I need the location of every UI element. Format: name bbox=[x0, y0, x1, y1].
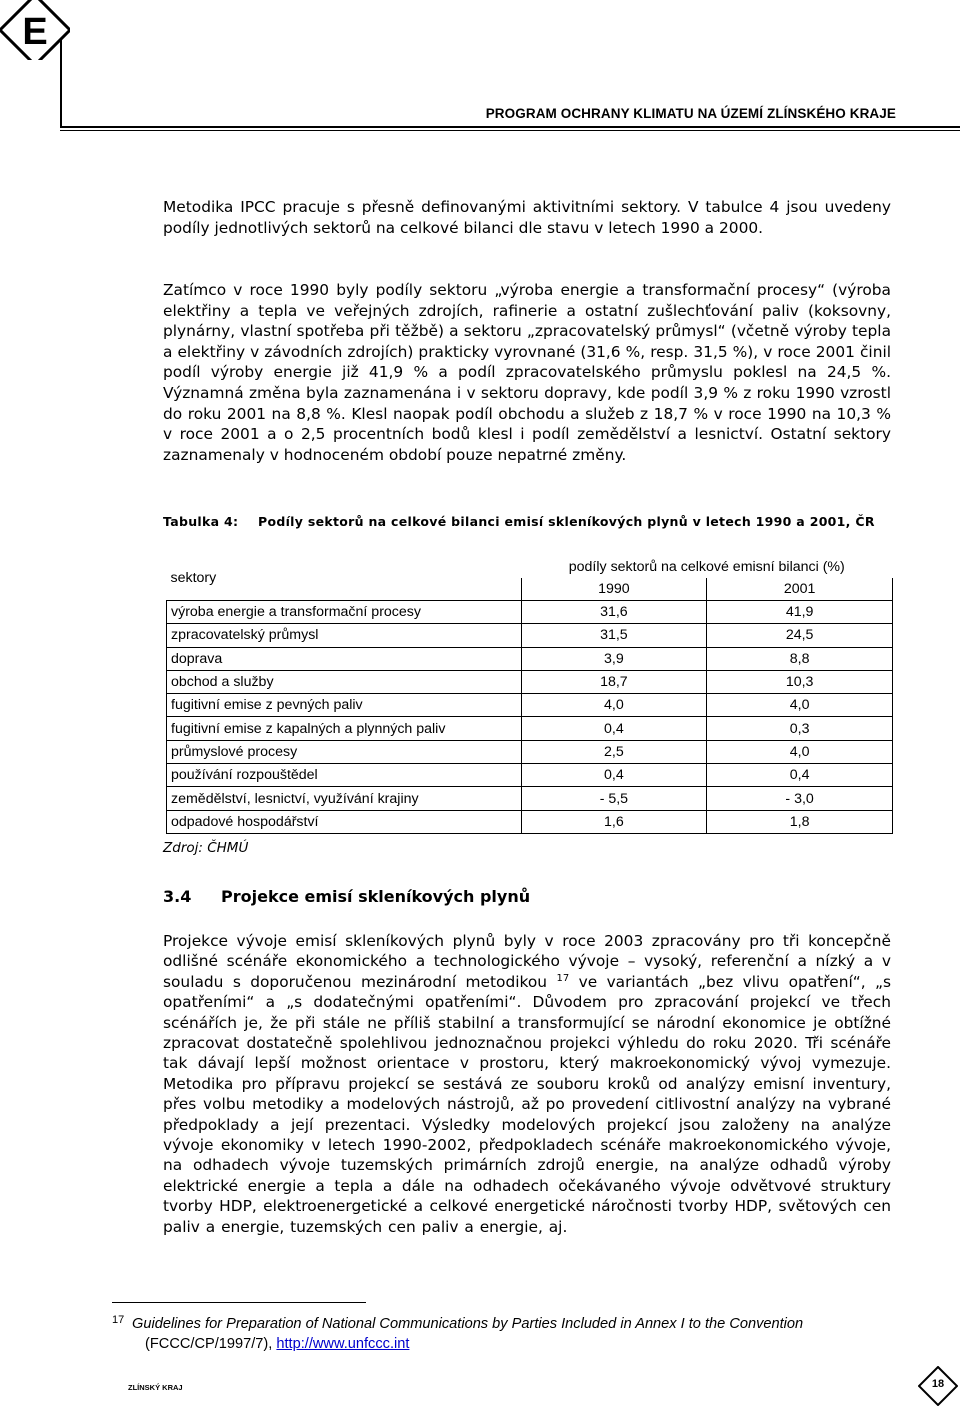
table-cell-1990: 2,5 bbox=[521, 740, 707, 763]
table-cell-1990: 31,6 bbox=[521, 601, 707, 624]
header-rule-thin bbox=[60, 130, 960, 131]
table-row bbox=[167, 787, 893, 810]
table-cell-2001: 8,8 bbox=[707, 647, 893, 670]
paragraph-intro: Metodika IPCC pracuje s přesně definovanými aktivitními sektory. V tabulce 4 jsou uvedeny podíly jednotlivých sektorů na celkové bilanci dle stavu v letech 1990 a 2000. bbox=[163, 198, 891, 237]
table-cell-sector: odpadové hospodářství bbox=[167, 810, 522, 833]
section-number: 3.4 bbox=[163, 887, 192, 906]
table-cell-1990: 1,6 bbox=[521, 810, 707, 833]
table-cell-sector: obchod a služby bbox=[167, 670, 522, 693]
footer-region: ZLÍNSKÝ KRAJ bbox=[128, 1383, 183, 1392]
table-cell-2001: 4,0 bbox=[707, 740, 893, 763]
table-row bbox=[167, 740, 893, 763]
table-header-group: podíly sektorů na celkové emisní bilanci (%) bbox=[568, 559, 845, 575]
table-row bbox=[167, 624, 893, 647]
footnote-line-1: Guidelines for Preparation of National Communications by Parties Included in Annex I to the Convention bbox=[132, 1316, 804, 1332]
footnote-line-2 bbox=[145, 1334, 409, 1354]
table-cell-1990: 0,4 bbox=[521, 717, 707, 740]
table-cell-1990: 3,9 bbox=[521, 647, 707, 670]
table-cell-sector: zpracovatelský průmysl bbox=[167, 624, 522, 647]
table-cell-sector: fugitivní emise z kapalných a plynných paliv bbox=[167, 717, 522, 740]
table-header-row bbox=[167, 556, 893, 578]
table-header-year-2001: 2001 bbox=[707, 578, 893, 601]
paragraph-sector-shares: Zatímco v roce 1990 byly podíly sektoru „výroba energie a transformační procesy“ (výroba elektřiny a tepla ve veřejných zdrojích, rafinerie a ostatní zušlechťování paliv (koksovny, plynárny, vlastní spotřeba při těžbě) a sektoru „zpracovatelský průmysl“ (včetně výroby tepla a elektřiny v závodních zdrojích) prakticky vyrovnané (31,6 %, resp. 31,5 %), v roce 2001 činil podíl výroby energie již 41,9 % a podíl zpracovatelského průmyslu poklesl na 24,5 %. Významná změna byla zaznamenána i v sektoru dopravy, kde podíl 3,9 % z roku 1990 vzrostl do roku 2001 na 8,8 %. Klesl naopak podíl obchodu a služeb z 18,7 % v roce 1990 na 10,3 % v roce 2001 a o 2,5 procentních bodů klesl i podíl zemědělství a lesnictví. Ostatní sektory zaznamenaly v hodnoceném období pouze nepatrné změny. bbox=[163, 281, 891, 464]
table-cell-sector: používání rozpouštědel bbox=[167, 764, 522, 787]
table-cell-2001: 41,9 bbox=[707, 601, 893, 624]
table-cell-2001: 1,8 bbox=[707, 810, 893, 833]
table-cell-1990: 31,5 bbox=[521, 624, 707, 647]
table-cell-1990: 0,4 bbox=[521, 764, 707, 787]
table-caption-label: Tabulka 4: bbox=[163, 514, 239, 529]
footnote-reference[interactable]: 17 bbox=[556, 972, 570, 984]
table-caption-text: Podíly sektorů na celkové bilanci emisí skleníkových plynů v letech 1990 a 2001, ČR bbox=[258, 514, 875, 529]
table-cell-1990: - 5,5 bbox=[521, 787, 707, 810]
table-source: Zdroj: ČHMÚ bbox=[163, 840, 249, 856]
header-vertical-rule bbox=[60, 40, 62, 128]
table-header-year-1990: 1990 bbox=[521, 578, 707, 601]
table-cell-2001: 10,3 bbox=[707, 670, 893, 693]
table-cell-2001: 4,0 bbox=[707, 694, 893, 717]
table-row bbox=[167, 670, 893, 693]
table-row bbox=[167, 694, 893, 717]
page-number: 18 bbox=[931, 1378, 945, 1390]
logo-letter: E bbox=[22, 11, 48, 53]
table-row bbox=[167, 717, 893, 740]
table-row bbox=[167, 647, 893, 670]
table-cell-sector: výroba energie a transformační procesy bbox=[167, 601, 522, 624]
footnote-rule bbox=[112, 1302, 366, 1303]
header-title: PROGRAM OCHRANY KLIMATU NA ÚZEMÍ ZLÍNSKÉHO KRAJE bbox=[485, 106, 896, 121]
paragraph-projection bbox=[163, 931, 891, 1237]
table-row bbox=[167, 601, 893, 624]
projection-text-b: ve variantách „bez vlivu opatření“, „s opatřeními“ a „s dodatečnými opatřeními“. Důvodem pro zpracování projekcí ve třech scénářích je, že při stále ne příliš stabilní a transformující se národní ekonomice je obtížné zpracovat dostatečně spolehlivou jednoznačnou projekci výhledu do roku 2020. Tři scénáře tak dávají lepší možnost orientace v prostoru, který makroekonomický vývoj vymezuje. Metodika pro přípravu projekcí se sestává ze souboru kroků od analýzy emisní inventury, přes volbu metodiky a modelových nástrojů, až po provedení citlivostní analýzy na vybrané předpoklady a její prezentaci. Výsledky modelových projekcí jsou založeny na analýze vývoje ekonomiky v letech 1990-2002, předpokladech scénáře makroekonomického vývoje, na odhadech vývoje tuzemských primárních zdrojů energie, na analýze odhadů výroby elektrické energie a tepla a dále na odhadech očekávaného vývoje odvětvové struktury tvorby HDP, elektroenergetické a celkové energetické náročnosti tvorby HDP, světových cen paliv a energie, tuzemských cen paliv a energie, aj. bbox=[163, 972, 891, 1236]
table-cell-sector: průmyslové procesy bbox=[167, 740, 522, 763]
section-title: Projekce emisí skleníkových plynů bbox=[221, 887, 531, 906]
footnote-line-2-prefix: (FCCC/CP/1997/7), bbox=[145, 1336, 277, 1352]
table-cell-2001: 0,3 bbox=[707, 717, 893, 740]
sector-shares-table bbox=[166, 556, 893, 834]
table-row bbox=[167, 810, 893, 833]
table-row bbox=[167, 764, 893, 787]
table-cell-sector: zemědělství, lesnictví, využívání krajiny bbox=[167, 787, 522, 810]
table-cell-2001: - 3,0 bbox=[707, 787, 893, 810]
table-cell-1990: 18,7 bbox=[521, 670, 707, 693]
table-cell-sector: fugitivní emise z pevných paliv bbox=[167, 694, 522, 717]
footnote-marker: 17 bbox=[112, 1314, 125, 1326]
table-header-sectors: sektory bbox=[170, 570, 217, 586]
table-caption bbox=[163, 512, 898, 532]
table-cell-2001: 0,4 bbox=[707, 764, 893, 787]
table-cell-1990: 4,0 bbox=[521, 694, 707, 717]
section-heading bbox=[163, 887, 530, 906]
footnote-link[interactable]: http://www.unfccc.int bbox=[276, 1336, 410, 1352]
table-cell-2001: 24,5 bbox=[707, 624, 893, 647]
header-rule bbox=[60, 126, 960, 128]
table-cell-sector: doprava bbox=[167, 647, 522, 670]
projection-text-a: Projekce vývoje emisí skleníkových plynů byly v roce 2003 zpracovány pro tři koncepčně odlišné scénáře ekonomického a technologického vývoje – vysoký, referenční a nízký a v souladu s doporučenou mezinárodní metodikou bbox=[163, 932, 891, 991]
